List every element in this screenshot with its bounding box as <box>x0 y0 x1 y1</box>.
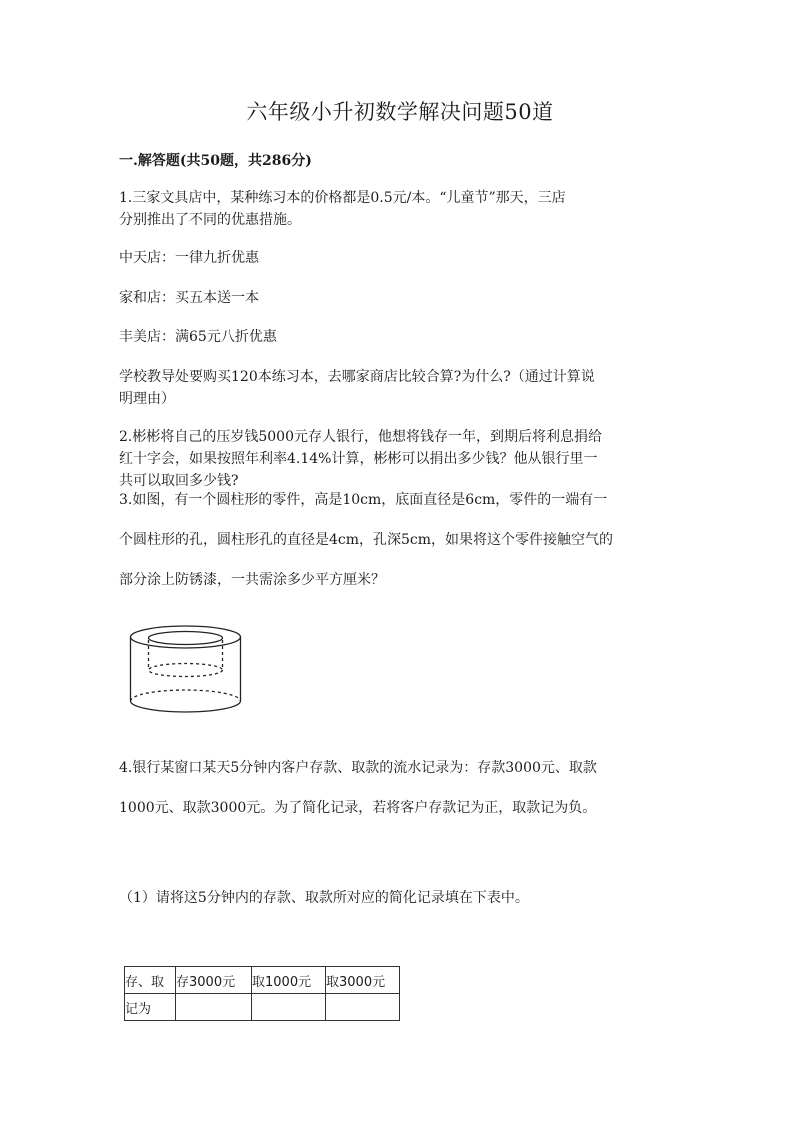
answer-cell[interactable] <box>176 994 252 1021</box>
table-header-cell: 存、取 <box>125 967 176 994</box>
question-4 <box>119 748 684 828</box>
hole-bottom-ellipse <box>149 664 223 677</box>
record-table-answer-row <box>125 994 400 1021</box>
question-1-ask-line-2: 明理由） <box>119 391 175 407</box>
question-2-line-1: 2.彬彬将自己的压岁钱5000元存人银行，他想将钱存一年，到期后将利息捐给 <box>119 429 602 445</box>
table-row-label: 记为 <box>125 994 176 1021</box>
store-3: 丰美店：满65元八折优惠 <box>119 329 277 345</box>
record-table <box>124 966 400 1021</box>
table-header-cell: 取1000元 <box>252 967 326 994</box>
hole-top-ellipse <box>149 632 223 645</box>
question-4-line-1: 4.银行某窗口某天5分钟内客户存款、取款的流水记录为：存款3000元、取款 <box>119 760 597 776</box>
question-2-line-3: 共可以取回多少钱? <box>119 473 239 489</box>
answer-cell[interactable] <box>252 994 326 1021</box>
record-table-header-row <box>125 967 400 994</box>
question-3 <box>119 480 684 600</box>
question-1-line-2: 分别推出了不同的优惠措施。 <box>119 212 301 228</box>
question-3-line-3: 部分涂上防锈漆，一共需涂多少平方厘米？ <box>119 572 385 588</box>
store-2: 家和店：买五本送一本 <box>119 290 259 306</box>
question-3-line-1: 3.如图，有一个圆柱形的零件，高是10cm，底面直径是6cm，零件的一端有一 <box>119 492 608 508</box>
question-3-line-2: 个圆柱形的孔，圆柱形孔的直径是4cm，孔深5cm，如果将这个零件接触空气的 <box>119 532 614 548</box>
cylinder-with-hole-figure <box>128 620 243 715</box>
page-title: 六年级小升初数学解决问题50道 <box>246 100 554 124</box>
question-1-ask-line-1: 学校教导处要购买120本练习本，去哪家商店比较合算?为什么?（通过计算说 <box>119 369 595 385</box>
question-4-line-2: 1000元、取款3000元。为了简化记录，若将客户存款记为正，取款记为负。 <box>119 800 597 816</box>
outer-bottom-back-arc <box>131 690 241 701</box>
question-1-line-1: 1.三家文具店中，某种练习本的价格都是0.5元/本。“儿童节”那天，三店 <box>119 190 566 206</box>
outer-bottom-front-arc <box>131 701 241 712</box>
store-1: 中天店：一律九折优惠 <box>119 250 259 266</box>
question-1 <box>119 187 684 231</box>
table-header-cell: 存3000元 <box>176 967 252 994</box>
answer-cell[interactable] <box>326 994 400 1021</box>
question-4-part-1: （1）请将这5分钟内的存款、取款所对应的简化记录填在下表中。 <box>119 890 529 906</box>
question-2-line-2: 红十字会，如果按照年利率4.14%计算，彬彬可以捐出多少钱？他从银行里一 <box>119 451 598 467</box>
section-heading: 一.解答题(共50题，共286分) <box>119 153 312 169</box>
question-1-ask <box>119 366 684 410</box>
table-header-cell: 取3000元 <box>326 967 400 994</box>
